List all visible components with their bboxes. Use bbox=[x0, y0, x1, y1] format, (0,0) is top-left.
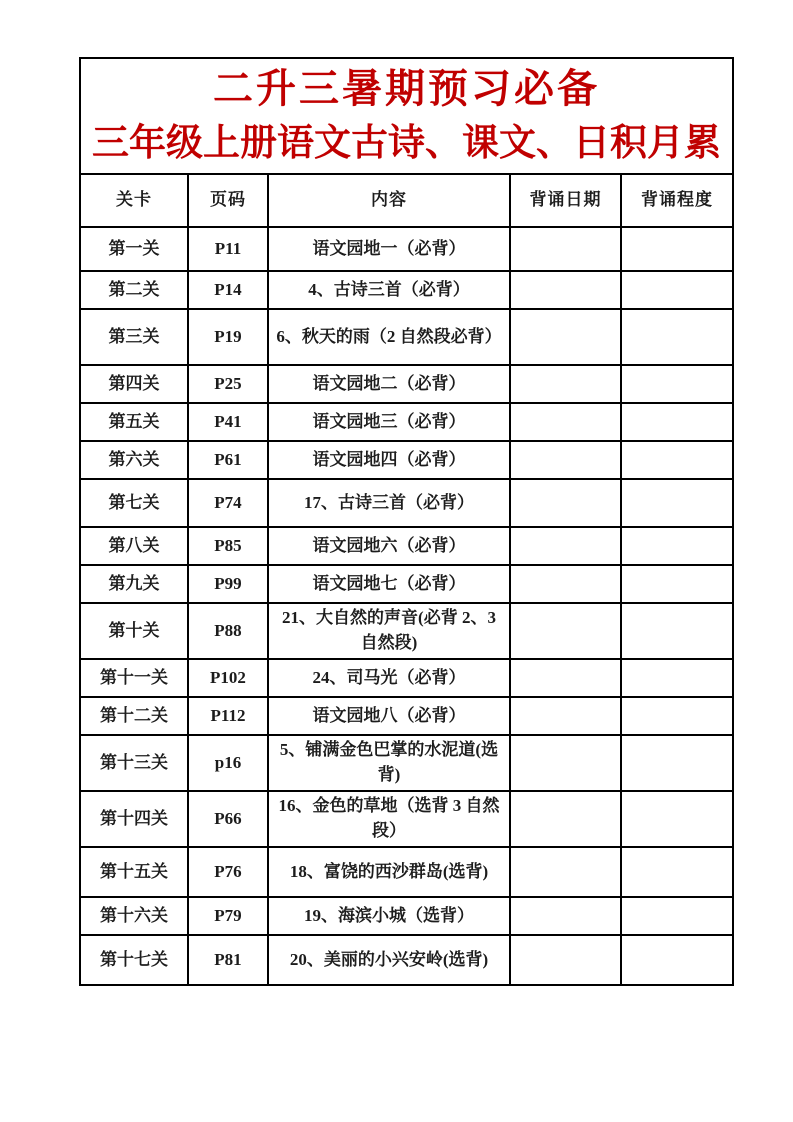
cell-degree-blank bbox=[621, 697, 733, 735]
document-title-cell bbox=[80, 58, 733, 174]
cell-content: 5、铺满金色巴掌的水泥道(选背) bbox=[268, 735, 510, 791]
cell-page: P76 bbox=[188, 847, 268, 897]
cell-level: 第三关 bbox=[80, 309, 188, 365]
cell-degree-blank bbox=[621, 479, 733, 527]
title-row bbox=[80, 58, 733, 174]
table-row bbox=[80, 479, 733, 527]
cell-content: 21、大自然的声音(必背 2、3 自然段) bbox=[268, 603, 510, 659]
header-level: 关卡 bbox=[80, 174, 188, 227]
cell-degree-blank bbox=[621, 935, 733, 985]
cell-page: P99 bbox=[188, 565, 268, 603]
table-row bbox=[80, 603, 733, 659]
cell-page: P25 bbox=[188, 365, 268, 403]
cell-page: P11 bbox=[188, 227, 268, 271]
cell-date-blank bbox=[510, 603, 621, 659]
table-row bbox=[80, 565, 733, 603]
cell-level: 第六关 bbox=[80, 441, 188, 479]
table-row bbox=[80, 847, 733, 897]
cell-level: 第十七关 bbox=[80, 935, 188, 985]
cell-level: 第九关 bbox=[80, 565, 188, 603]
cell-page: P85 bbox=[188, 527, 268, 565]
cell-date-blank bbox=[510, 271, 621, 309]
cell-level: 第十四关 bbox=[80, 791, 188, 847]
cell-page: P112 bbox=[188, 697, 268, 735]
cell-degree-blank bbox=[621, 897, 733, 935]
cell-date-blank bbox=[510, 735, 621, 791]
title-line-2: 三年级上册语文古诗、课文、日积月累 bbox=[92, 123, 722, 164]
cell-content: 语文园地二（必背） bbox=[268, 365, 510, 403]
table-row bbox=[80, 735, 733, 791]
cell-page: P41 bbox=[188, 403, 268, 441]
cell-date-blank bbox=[510, 403, 621, 441]
cell-page: P102 bbox=[188, 659, 268, 697]
table-row bbox=[80, 227, 733, 271]
table-row bbox=[80, 271, 733, 309]
cell-level: 第八关 bbox=[80, 527, 188, 565]
cell-degree-blank bbox=[621, 735, 733, 791]
cell-content: 16、金色的草地（选背 3 自然段） bbox=[268, 791, 510, 847]
cell-date-blank bbox=[510, 659, 621, 697]
table-row bbox=[80, 441, 733, 479]
cell-degree-blank bbox=[621, 659, 733, 697]
cell-date-blank bbox=[510, 791, 621, 847]
cell-date-blank bbox=[510, 897, 621, 935]
cell-level: 第十二关 bbox=[80, 697, 188, 735]
cell-date-blank bbox=[510, 527, 621, 565]
cell-page: P74 bbox=[188, 479, 268, 527]
cell-level: 第五关 bbox=[80, 403, 188, 441]
cell-page: p16 bbox=[188, 735, 268, 791]
header-content: 内容 bbox=[268, 174, 510, 227]
cell-content: 4、古诗三首（必背） bbox=[268, 271, 510, 309]
cell-page: P66 bbox=[188, 791, 268, 847]
table-row bbox=[80, 527, 733, 565]
cell-page: P81 bbox=[188, 935, 268, 985]
cell-content: 6、秋天的雨（2 自然段必背） bbox=[268, 309, 510, 365]
cell-level: 第四关 bbox=[80, 365, 188, 403]
cell-page: P14 bbox=[188, 271, 268, 309]
cell-level: 第十关 bbox=[80, 603, 188, 659]
cell-date-blank bbox=[510, 479, 621, 527]
cell-content: 18、富饶的西沙群岛(选背) bbox=[268, 847, 510, 897]
cell-degree-blank bbox=[621, 603, 733, 659]
cell-date-blank bbox=[510, 847, 621, 897]
table-header-row bbox=[80, 174, 733, 227]
cell-level: 第十一关 bbox=[80, 659, 188, 697]
cell-page: P19 bbox=[188, 309, 268, 365]
cell-page: P88 bbox=[188, 603, 268, 659]
cell-content: 语文园地一（必背） bbox=[268, 227, 510, 271]
cell-level: 第一关 bbox=[80, 227, 188, 271]
recitation-checklist-table bbox=[79, 57, 734, 986]
cell-content: 语文园地三（必背） bbox=[268, 403, 510, 441]
cell-degree-blank bbox=[621, 271, 733, 309]
table-row bbox=[80, 897, 733, 935]
cell-degree-blank bbox=[621, 365, 733, 403]
cell-date-blank bbox=[510, 935, 621, 985]
cell-degree-blank bbox=[621, 791, 733, 847]
cell-date-blank bbox=[510, 697, 621, 735]
cell-content: 17、古诗三首（必背） bbox=[268, 479, 510, 527]
cell-degree-blank bbox=[621, 527, 733, 565]
cell-date-blank bbox=[510, 565, 621, 603]
table-row bbox=[80, 935, 733, 985]
cell-level: 第二关 bbox=[80, 271, 188, 309]
cell-degree-blank bbox=[621, 309, 733, 365]
table-row bbox=[80, 365, 733, 403]
cell-level: 第七关 bbox=[80, 479, 188, 527]
table-row bbox=[80, 791, 733, 847]
table-row bbox=[80, 403, 733, 441]
cell-page: P79 bbox=[188, 897, 268, 935]
cell-date-blank bbox=[510, 227, 621, 271]
cell-date-blank bbox=[510, 441, 621, 479]
cell-degree-blank bbox=[621, 227, 733, 271]
cell-page: P61 bbox=[188, 441, 268, 479]
cell-content: 20、美丽的小兴安岭(选背) bbox=[268, 935, 510, 985]
cell-content: 语文园地七（必背） bbox=[268, 565, 510, 603]
cell-date-blank bbox=[510, 365, 621, 403]
cell-level: 第十五关 bbox=[80, 847, 188, 897]
cell-degree-blank bbox=[621, 847, 733, 897]
cell-date-blank bbox=[510, 309, 621, 365]
cell-content: 19、海滨小城（选背） bbox=[268, 897, 510, 935]
cell-content: 语文园地四（必背） bbox=[268, 441, 510, 479]
cell-degree-blank bbox=[621, 403, 733, 441]
cell-level: 第十三关 bbox=[80, 735, 188, 791]
cell-level: 第十六关 bbox=[80, 897, 188, 935]
cell-degree-blank bbox=[621, 565, 733, 603]
cell-content: 24、司马光（必背） bbox=[268, 659, 510, 697]
cell-content: 语文园地八（必背） bbox=[268, 697, 510, 735]
header-page: 页码 bbox=[188, 174, 268, 227]
cell-content: 语文园地六（必背） bbox=[268, 527, 510, 565]
cell-degree-blank bbox=[621, 441, 733, 479]
table-row bbox=[80, 309, 733, 365]
table-row bbox=[80, 697, 733, 735]
header-date: 背诵日期 bbox=[510, 174, 621, 227]
header-degree: 背诵程度 bbox=[621, 174, 733, 227]
title-line-1: 二升三暑期预习必备 bbox=[213, 66, 601, 111]
table-row bbox=[80, 659, 733, 697]
